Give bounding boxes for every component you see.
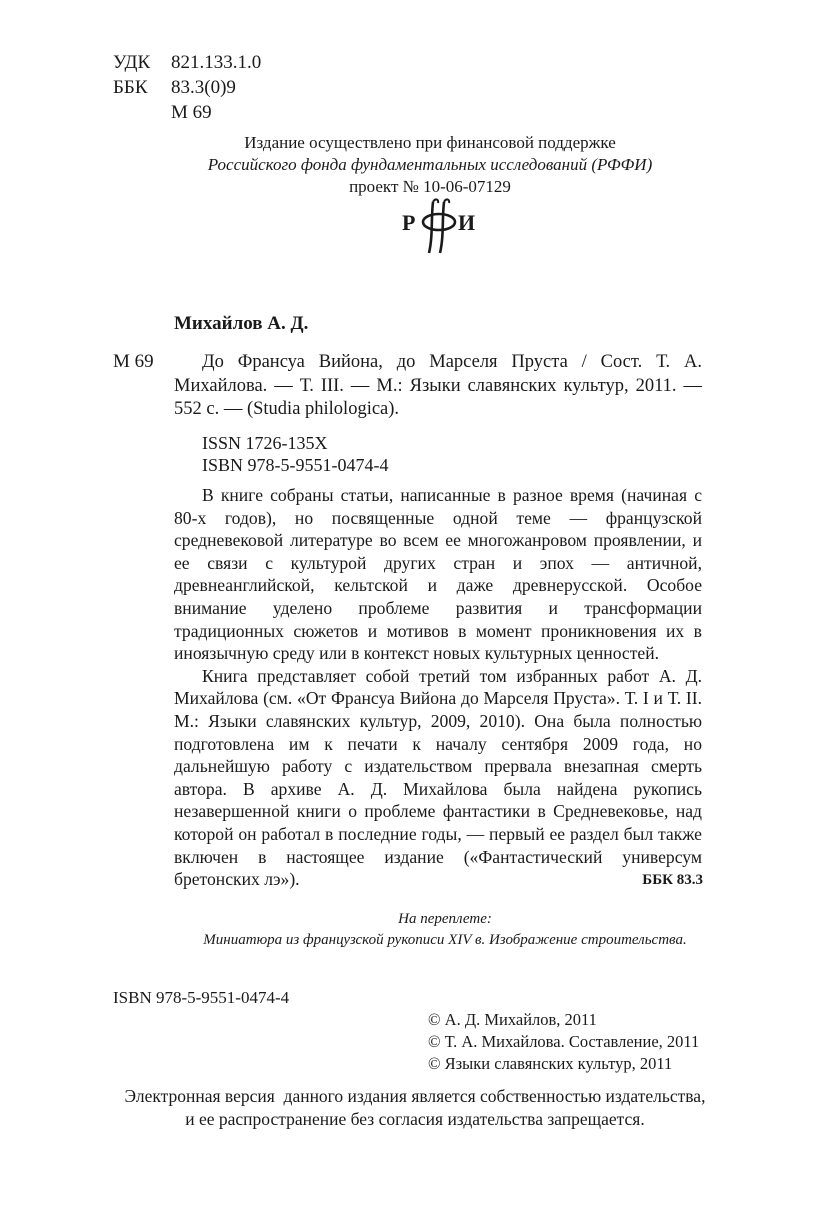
cutter-code: М 69 [171, 102, 212, 123]
udk-row [113, 50, 261, 75]
logo-letter-i: И [458, 210, 476, 235]
funding-line-3: проект № 10-06-07129 [349, 177, 511, 196]
udk-label: УДК [113, 52, 151, 73]
ebook-notice [60, 1085, 770, 1131]
abstract-paragraph-2: Книга представляет собой третий том избранных работ А. Д. Михайлова (см. «От Франсуа Вийона до Марселя Пруста». Т. I и Т. II. М.: Языки славянских культур, 2009, 2010). Она была полностью подготовлена им к печати к началу сентября 2009 года, но дальнейшую работу с издательством прервала внезапная смерть автора. В архиве А. Д. Михайлова была найдена рукопись незавершенной книги о проблеме фантастики в Средневековье, над которой он работал в последние годы, — первый ее раздел был также включен в настоящее издание («Фантастический универсум бретонских лэ»). [174, 665, 702, 890]
bbk-row [113, 75, 261, 100]
bbk-label: ББК [113, 77, 148, 98]
copyright-block [428, 1009, 699, 1075]
ebook-notice-line-1: Электронная версия данного издания является собственностью издательства, [124, 1086, 706, 1106]
issn: ISSN 1726-135X [202, 433, 328, 453]
funding-notice [150, 132, 710, 198]
funding-line-2: Российского фонда фундаментальных исследований (РФФИ) [207, 155, 653, 174]
funding-line-1: Издание осуществлено при финансовой поддержке [244, 133, 616, 152]
author-name: Михайлов А. Д. [174, 313, 309, 334]
rffi-logo-icon [396, 198, 486, 258]
cover-caption: Миниатюра из французской рукописи XIV в. Изображение строительства. [203, 932, 687, 948]
abstract [174, 484, 702, 891]
ebook-notice-line-2: и ее распространение без согласия издательства запрещается. [185, 1109, 645, 1129]
bbk-value: 83.3(0)9 [171, 77, 236, 98]
cover-note [150, 909, 740, 951]
isbn-bottom: ISBN 978-5-9551-0474-4 [113, 988, 290, 1007]
isbn: ISBN 978-5-9551-0474-4 [202, 455, 389, 475]
classification-codes [113, 50, 261, 125]
biblio-cutter-code: М 69 [113, 351, 154, 372]
cutter-row [113, 100, 261, 125]
logo-phi-glyph [423, 199, 455, 253]
abstract-paragraph-1: В книге собраны статьи, написанные в разное время (начиная с 80-х годов), но посвященные одной теме — французской средневековой литературе во всем ее многожанровом проявлении, и ее связи с культурой других стран и эпох — античной, древнеанглийской, кельтской и даже древнерусской. Особое внимание уделено проблеме развития и трансформации традиционных сюжетов и мотивов в момент проникновения их в иноязычную среду или в контекст новых культурных ценностей. [174, 485, 702, 664]
copyright-author: © А. Д. Михайлов, 2011 [428, 1010, 597, 1029]
copyright-compiler: © Т. А. Михайлова. Составление, 2011 [428, 1032, 700, 1051]
udk-value: 821.133.1.0 [171, 52, 262, 73]
logo-letter-r: Р [402, 210, 416, 235]
copyright-publisher: © Языки славянских культур, 2011 [428, 1054, 673, 1073]
cover-label: На переплете: [398, 911, 492, 927]
bbk-short: ББК 83.3 [642, 872, 703, 888]
bibliographic-description: До Франсуа Вийона, до Марселя Пруста / Сост. Т. А. Михайлова. — Т. III. — М.: Языки славянских культур, 2011. — 552 с. — (Studia philologica). [174, 352, 702, 419]
issn-block [202, 432, 389, 476]
